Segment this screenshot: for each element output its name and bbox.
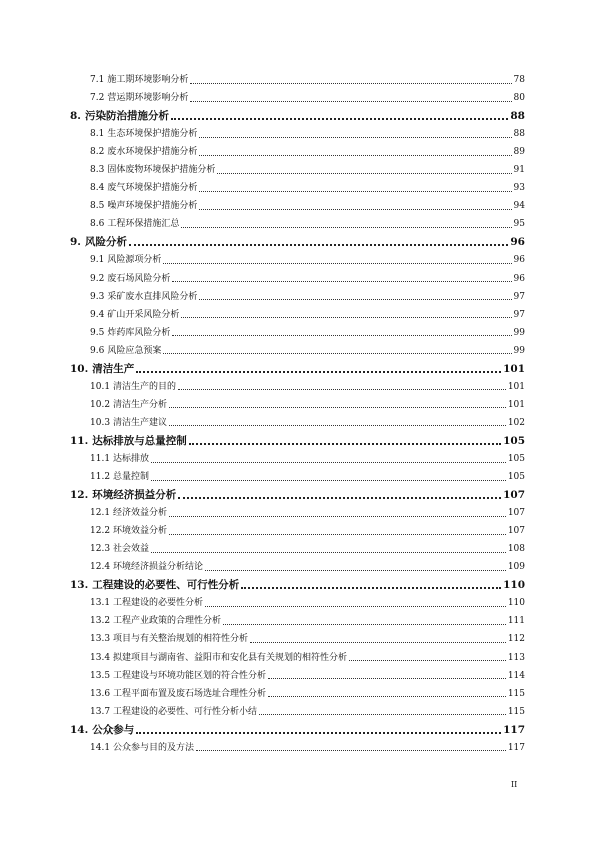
toc-section-entry[interactable]: [70, 288, 525, 306]
toc-section-entry[interactable]: [70, 378, 525, 396]
toc-section-entry[interactable]: [70, 630, 525, 648]
toc-dot-leader: [169, 534, 506, 535]
toc-entry-page: 114: [507, 670, 525, 681]
toc-section-entry[interactable]: [70, 540, 525, 558]
toc-entry-title: 噪声环境保护措施分析: [107, 201, 198, 212]
toc-entry-title: 工程建设的必要性、可行性分析小结: [113, 706, 258, 717]
toc-entry-number: 12.3: [90, 544, 111, 555]
toc-entry-title: 清洁生产分析: [113, 399, 168, 410]
toc-entry-page: 88: [513, 129, 525, 140]
page-number: II: [511, 780, 518, 789]
toc-entry-title: 总量控制: [113, 472, 150, 483]
toc-entry-page: 95: [513, 219, 525, 230]
toc-entry-page: 105: [503, 434, 525, 447]
toc-entry-number: 14.: [70, 723, 89, 736]
toc-entry-number: 8.6: [90, 219, 105, 230]
toc-dot-leader: [178, 497, 501, 499]
toc-entry-number: 10.3: [90, 417, 111, 428]
toc-section-entry[interactable]: [70, 558, 525, 576]
toc-entry-number: 10.: [70, 362, 89, 375]
toc-entry-page: 89: [513, 147, 525, 158]
toc-entry-title: 施工期环境影响分析: [107, 75, 189, 85]
toc-dot-leader: [129, 244, 508, 246]
toc-entry-title: 采矿废水直排风险分析: [107, 291, 198, 302]
toc-chapter-entry[interactable]: [70, 576, 525, 594]
toc-entry-title: 清洁生产: [92, 362, 135, 375]
toc-entry-title: 营运期环境影响分析: [107, 93, 189, 104]
toc-entry-page: 107: [503, 489, 525, 502]
toc-entry-number: 10.1: [90, 381, 111, 392]
toc-entry-title: 工程产业政策的合理性分析: [113, 616, 222, 627]
toc-dot-leader: [268, 678, 506, 679]
toc-dot-leader: [259, 714, 506, 715]
toc-entry-number: 13.3: [90, 634, 111, 645]
toc-dot-leader: [181, 227, 511, 228]
toc-entry-page: 101: [503, 362, 525, 375]
toc-entry-page: 101: [507, 381, 525, 392]
toc-entry-page: 101: [507, 399, 525, 410]
toc-entry-page: 88: [510, 110, 525, 123]
toc-entry-page: 94: [513, 201, 525, 212]
toc-entry-title: 拟建项目与湖南省、益阳市和安化县有关规划的相符性分析: [113, 652, 348, 663]
toc-dot-leader: [241, 587, 501, 589]
toc-section-entry[interactable]: [70, 215, 525, 233]
toc-chapter-entry[interactable]: [70, 486, 525, 504]
toc-entry-page: 105: [507, 472, 525, 483]
toc-entry-number: 8.2: [90, 147, 105, 158]
toc-dot-leader: [151, 552, 506, 553]
toc-entry-number: 9.6: [90, 345, 105, 356]
toc-dot-leader: [151, 480, 506, 481]
toc-section-entry[interactable]: [70, 161, 525, 179]
toc-entry-page: 102: [507, 417, 525, 428]
table-of-contents: [70, 71, 525, 757]
toc-entry-page: 93: [513, 183, 525, 194]
toc-entry-page: 78: [513, 75, 525, 85]
toc-dot-leader: [223, 624, 506, 625]
toc-entry-number: 8.1: [90, 129, 105, 140]
toc-dot-leader: [205, 570, 506, 571]
toc-entry-number: 8.4: [90, 183, 105, 194]
toc-entry-page: 107: [507, 526, 525, 537]
toc-section-entry[interactable]: [70, 414, 525, 432]
toc-entry-number: 12.: [70, 489, 89, 502]
toc-entry-page: 115: [507, 688, 525, 699]
toc-entry-title: 达标排放与总量控制: [92, 434, 187, 447]
toc-entry-page: 115: [507, 706, 525, 717]
toc-entry-page: 109: [507, 562, 525, 573]
toc-dot-leader: [136, 732, 501, 734]
toc-entry-title: 污染防治措施分析: [84, 110, 169, 123]
toc-entry-number: 8.5: [90, 201, 105, 212]
toc-entry-page: 112: [507, 634, 525, 645]
toc-entry-title: 废水环境保护措施分析: [107, 147, 198, 158]
toc-entry-title: 经济效益分析: [113, 508, 168, 519]
toc-dot-leader: [199, 191, 511, 192]
toc-dot-leader: [181, 317, 511, 318]
toc-entry-title: 公众参与目的及方法: [113, 742, 195, 753]
toc-entry-page: 96: [513, 273, 525, 284]
toc-entry-number: 12.4: [90, 562, 111, 573]
toc-chapter-entry[interactable]: [70, 721, 525, 739]
toc-entry-title: 社会效益: [113, 544, 150, 555]
toc-entry-page: 97: [513, 291, 525, 302]
toc-section-entry[interactable]: [70, 324, 525, 342]
toc-entry-number: 13.1: [90, 598, 111, 609]
toc-entry-number: 9.4: [90, 309, 105, 320]
toc-entry-title: 矿山开采风险分析: [107, 309, 180, 320]
toc-entry-title: 废气环境保护措施分析: [107, 183, 198, 194]
toc-entry-number: 9.: [70, 236, 81, 249]
toc-entry-number: 7.2: [90, 93, 105, 104]
toc-dot-leader: [178, 389, 506, 390]
toc-section-entry[interactable]: [70, 703, 525, 721]
toc-entry-page: 108: [507, 544, 525, 555]
toc-entry-title: 环境效益分析: [113, 526, 168, 537]
toc-entry-number: 11.2: [90, 472, 111, 483]
toc-entry-page: 117: [503, 723, 525, 736]
toc-entry-title: 环境经济损益分析: [92, 489, 177, 502]
toc-dot-leader: [217, 173, 511, 174]
toc-section-entry[interactable]: [70, 125, 525, 143]
toc-entry-title: 生态环境保护措施分析: [107, 129, 198, 140]
toc-dot-leader: [169, 425, 506, 426]
toc-dot-leader: [136, 371, 501, 373]
toc-section-entry[interactable]: [70, 612, 525, 630]
toc-dot-leader: [169, 407, 506, 408]
toc-dot-leader: [169, 516, 506, 517]
toc-dot-leader: [349, 660, 506, 661]
toc-entry-title: 固体废物环境保护措施分析: [107, 165, 216, 176]
toc-section-entry[interactable]: [70, 504, 525, 522]
toc-dot-leader: [196, 750, 506, 751]
toc-entry-title: 清洁生产的目的: [113, 381, 177, 392]
toc-section-entry[interactable]: [70, 396, 525, 414]
toc-entry-page: 110: [507, 598, 525, 609]
toc-entry-page: 99: [513, 345, 525, 356]
toc-dot-leader: [199, 299, 511, 300]
toc-entry-number: 9.1: [90, 255, 105, 266]
toc-entry-title: 项目与有关整治规划的相符性分析: [113, 634, 249, 645]
toc-section-entry[interactable]: [70, 179, 525, 197]
toc-section-entry[interactable]: [70, 89, 525, 107]
toc-chapter-entry[interactable]: [70, 233, 525, 251]
toc-dot-leader: [250, 642, 506, 643]
toc-section-entry[interactable]: [70, 342, 525, 360]
toc-section-entry[interactable]: [70, 71, 525, 89]
toc-section-entry[interactable]: [70, 197, 525, 215]
toc-entry-title: 风险应急预案: [107, 345, 162, 356]
toc-entry-number: 13.2: [90, 616, 111, 627]
toc-dot-leader: [199, 155, 511, 156]
toc-entry-page: 80: [513, 93, 525, 104]
toc-section-entry[interactable]: [70, 685, 525, 703]
toc-dot-leader: [163, 263, 511, 264]
toc-section-entry[interactable]: [70, 251, 525, 269]
toc-section-entry[interactable]: [70, 522, 525, 540]
toc-chapter-entry[interactable]: [70, 107, 525, 125]
toc-entry-number: 10.2: [90, 399, 111, 410]
toc-entry-page: 117: [507, 742, 525, 753]
toc-section-entry[interactable]: [70, 594, 525, 612]
toc-entry-page: 107: [507, 508, 525, 519]
toc-dot-leader: [199, 137, 511, 138]
toc-entry-number: 13.7: [90, 706, 111, 717]
toc-entry-title: 达标排放: [113, 453, 150, 464]
toc-entry-number: 8.: [70, 110, 81, 123]
toc-entry-title: 工程平面布置及废石场选址合理性分析: [113, 688, 267, 699]
toc-section-entry[interactable]: [70, 739, 525, 757]
toc-entry-number: 12.2: [90, 526, 111, 537]
toc-section-entry[interactable]: [70, 468, 525, 486]
toc-dot-leader: [151, 462, 506, 463]
toc-dot-leader: [190, 83, 511, 84]
toc-entry-page: 97: [513, 309, 525, 320]
toc-entry-title: 工程建设与环境功能区划的符合性分析: [113, 670, 267, 681]
toc-chapter-entry[interactable]: [70, 432, 525, 450]
toc-entry-number: 7.1: [90, 75, 105, 85]
toc-entry-title: 炸药库风险分析: [107, 327, 171, 338]
toc-dot-leader: [190, 101, 511, 102]
toc-entry-title: 环境经济损益分析结论: [113, 562, 204, 573]
toc-dot-leader: [189, 443, 501, 445]
toc-section-entry[interactable]: [70, 649, 525, 667]
toc-dot-leader: [205, 606, 506, 607]
toc-entry-number: 13.4: [90, 652, 111, 663]
toc-section-entry[interactable]: [70, 667, 525, 685]
toc-entry-number: 14.1: [90, 742, 111, 753]
toc-entry-page: 96: [510, 236, 525, 249]
toc-entry-title: 风险分析: [84, 236, 127, 249]
toc-dot-leader: [199, 209, 511, 210]
toc-dot-leader: [268, 696, 506, 697]
toc-entry-title: 风险源项分析: [107, 255, 162, 266]
toc-section-entry[interactable]: [70, 306, 525, 324]
toc-entry-page: 96: [513, 255, 525, 266]
toc-entry-title: 清洁生产建议: [113, 417, 168, 428]
toc-entry-title: 公众参与: [92, 723, 135, 736]
toc-entry-number: 8.3: [90, 165, 105, 176]
toc-section-entry[interactable]: [70, 270, 525, 288]
toc-section-entry[interactable]: [70, 450, 525, 468]
toc-entry-title: 废石场风险分析: [107, 273, 171, 284]
toc-entry-title: 工程建设的必要性、可行性分析: [92, 579, 240, 592]
toc-entry-page: 105: [507, 453, 525, 464]
toc-entry-number: 13.5: [90, 670, 111, 681]
toc-entry-title: 工程建设的必要性分析: [113, 598, 204, 609]
toc-entry-number: 9.3: [90, 291, 105, 302]
toc-entry-page: 91: [513, 165, 525, 176]
toc-entry-page: 99: [513, 327, 525, 338]
toc-entry-number: 11.: [70, 434, 89, 447]
toc-dot-leader: [172, 281, 511, 282]
toc-entry-page: 110: [503, 579, 525, 592]
toc-entry-number: 12.1: [90, 508, 111, 519]
toc-dot-leader: [171, 118, 508, 120]
toc-dot-leader: [172, 335, 511, 336]
toc-entry-title: 工程环保措施汇总: [107, 219, 180, 230]
toc-dot-leader: [163, 353, 511, 354]
toc-entry-number: 11.1: [90, 453, 111, 464]
toc-chapter-entry[interactable]: [70, 360, 525, 378]
toc-entry-number: 9.5: [90, 327, 105, 338]
toc-entry-number: 9.2: [90, 273, 105, 284]
toc-entry-number: 13.: [70, 579, 89, 592]
toc-entry-number: 13.6: [90, 688, 111, 699]
toc-entry-page: 113: [507, 652, 525, 663]
toc-entry-page: 111: [507, 616, 525, 627]
toc-section-entry[interactable]: [70, 143, 525, 161]
